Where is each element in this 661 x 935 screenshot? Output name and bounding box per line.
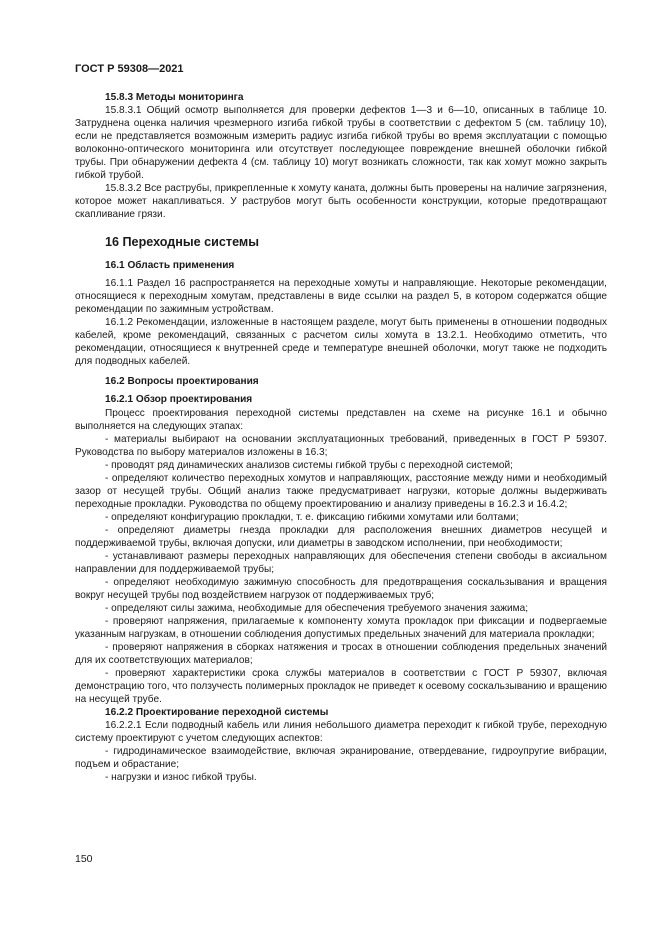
heading-15-8-3: 15.8.3 Методы мониторинга — [105, 92, 244, 103]
paragraph-16-2-1-intro: Процесс проектирования переходной системы представлен на схеме на рисунке 16.1 и обычно выполняется на следующих этапах: — [75, 408, 607, 432]
document-header: ГОСТ Р 59308—2021 — [75, 63, 184, 75]
paragraph-15-8-3-2: 15.8.3.2 Все раструбы, прикрепленные к хомуту каната, должны быть проверены на наличие загрязнения, которое может накапливаться. У раструбов могут быть особенности конструкции, которые предотвращают скапливание грязи. — [75, 183, 607, 220]
list-item: - определяют конфигурацию прокладки, т. е. фиксацию гибкими хомутами или болтами; — [105, 512, 519, 523]
heading-section-16: 16 Переходные системы — [105, 235, 259, 249]
list-item: - определяют силы зажима, необходимые для обеспечения требуемого значения зажима; — [105, 603, 528, 614]
list-item: - определяют диаметры гнезда прокладки для расположения внешних диаметров несущей и поддерживаемой трубы, включая допуски, или диаметры в заводском исполнении, при необходимости; — [75, 525, 607, 549]
list-item: - проверяют характеристики срока службы материалов в соответствии с ГОСТ Р 59307, включая демонстрацию того, что ползучесть полимерных прокладок не приведет к осевому соскальзыванию и вращению на несущей трубе. — [75, 668, 607, 705]
paragraph-16-1-1: 16.1.1 Раздел 16 распространяется на переходные хомуты и направляющие. Некоторые рекомендации, относящиеся к переходным хомутам, представлены в виде ссылки на раздел 5, в котором содержатся общие рекомендации по зажимным устройствам. — [75, 278, 607, 315]
page-body — [75, 91, 607, 784]
paragraph-16-2-2-1: 16.2.2.1 Если подводный кабель или линия небольшого диаметра переходит к гибкой трубе, переходную систему проектируют с учетом следующих аспектов: — [75, 720, 607, 744]
page-number: 150 — [75, 853, 93, 865]
paragraph-15-8-3-1: 15.8.3.1 Общий осмотр выполняется для проверки дефектов 1—3 и 6—10, описанных в таблице 10. Затруднена оценка наличия чрезмерного изгиба гибкой трубы в соответствии с дефектом 5 (см. таблицу 10), если не представляется возможным измерить радиус изгиба гибкой трубы во время эксплуатации с помощью волоконно-оптического мониторинга или отсутствует последующее повреждение внешней оболочки гибкой трубы. При обнаружении дефекта 4 (см. таблицу 10) могут возникать сложности, так как хомут можно закрыть гибкой трубой. — [75, 105, 607, 181]
list-item: - проверяют напряжения в сборках натяжения и тросах в отношении соблюдения предельных значений для их соответствующих материалов; — [75, 642, 607, 666]
list-item: - гидродинамическое взаимодействие, включая экранирование, отвердевание, гидроупругие вибрации, подъем и обрастание; — [75, 746, 607, 770]
list-item: - проводят ряд динамических анализов системы гибкой трубы с переходной системой; — [105, 460, 513, 471]
list-item: - проверяют напряжения, прилагаемые к компоненту хомута прокладок при фиксации и подвергаемые указанным нагрузкам, в отношении соблюдения допустимых предельных значений для материала прокладки; — [75, 616, 607, 640]
heading-16-2-1: 16.2.1 Обзор проектирования — [105, 394, 253, 405]
list-item: - материалы выбирают на основании эксплуатационных требований, приведенных в ГОСТ Р 59307. Руководства по выбору материалов изложены в 16.3; — [75, 434, 607, 458]
list-item: - устанавливают размеры переходных направляющих для обеспечения степени свободы в аксиальном направлении для поддерживаемой трубы; — [75, 551, 607, 575]
paragraph-16-1-2: 16.1.2 Рекомендации, изложенные в настоящем разделе, могут быть применены в отношении подводных кабелей, кроме рекомендаций, связанных с расчетом силы хомута в 13.2.1. Необходимо отметить, что рекомендации, относящиеся к внутренней среде и температуре внешней оболочки, могут также не подходить для подводных кабелей. — [75, 317, 607, 367]
heading-16-1: 16.1 Область применения — [105, 260, 235, 271]
list-item: - нагрузки и износ гибкой трубы. — [105, 772, 257, 783]
heading-16-2: 16.2 Вопросы проектирования — [105, 376, 259, 387]
list-item: - определяют необходимую зажимную способность для предотвращения соскальзывания и вращения вокруг несущей трубы под воздействием нагрузок от поддерживаемых труб; — [75, 577, 607, 601]
list-item: - определяют количество переходных хомутов и направляющих, расстояние между ними и необходимый зазор от несущей трубы. Общий анализ также предусматривает нагрузки, которые должны выдерживать переходные прокладки. Руководства по общему проектированию и анализу приведены в 16.2.3 и 16.4.2; — [75, 473, 607, 510]
heading-16-2-2: 16.2.2 Проектирование переходной системы — [105, 707, 329, 718]
